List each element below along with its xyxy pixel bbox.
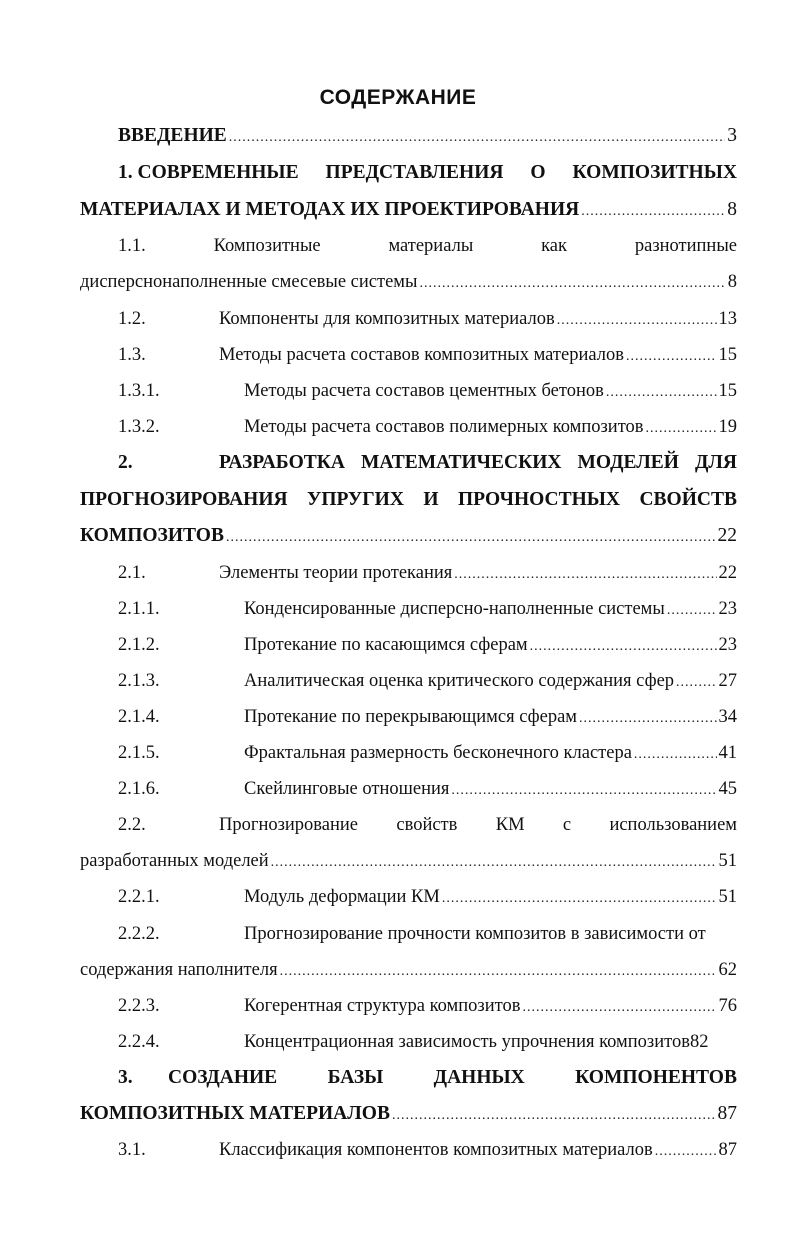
leader-dots [451, 777, 716, 803]
leader-dots [271, 849, 717, 875]
section-number: 2.2. [118, 815, 146, 835]
toc-entry-text: Компоненты для композитных материалов [219, 309, 555, 329]
section-number: 3.1. [118, 1140, 146, 1160]
toc-chapter-3-line2[interactable] [80, 1102, 737, 1128]
word: КМ [495, 815, 525, 835]
toc-entry-text: содержания наполнителя [80, 960, 278, 980]
leader-dots [226, 524, 716, 550]
leader-dots [646, 415, 717, 441]
toc-page-number: 62 [718, 960, 737, 980]
toc-entry-text: Фрактальная размерность бесконечного кластера [244, 743, 632, 763]
leader-dots [530, 633, 717, 659]
toc-entry-text: Протекание по перекрывающимся сферам [244, 707, 578, 727]
toc-page-number: 22 [718, 563, 737, 583]
toc-page-number: 45 [718, 779, 737, 799]
leader-dots [557, 307, 717, 333]
word: МАТЕМАТИЧЕСКИХ [360, 452, 562, 473]
page-title: СОДЕРЖАНИЕ [319, 86, 477, 109]
toc-entry-text: Элементы теории протекания [219, 563, 453, 583]
word: БАЗЫ [327, 1067, 384, 1088]
toc-section-2-2-2-line2[interactable] [80, 958, 737, 984]
word: УПРУГИХ [307, 489, 404, 510]
toc-entry-text: Когерентная структура композитов [244, 996, 521, 1016]
toc-page-number: 27 [718, 671, 737, 691]
word: с [562, 815, 572, 835]
leader-dots [392, 1102, 716, 1128]
toc-page-number: 8 [727, 199, 737, 220]
toc-page-number: 3 [727, 125, 737, 146]
leader-dots [229, 124, 725, 150]
toc-chapter-1-line2[interactable] [80, 198, 737, 224]
toc-entry-text: МАТЕРИАЛАХ И МЕТОДАХ ИХ ПРОЕКТИРОВАНИЯ [80, 199, 580, 220]
section-number: 1.3.2. [118, 417, 160, 437]
section-number: 2.1.5. [118, 743, 160, 763]
section-number: 1.3. [118, 345, 146, 365]
section-number: 1.3.1. [118, 381, 160, 401]
word: И [423, 489, 439, 510]
word: разнотипные [634, 236, 737, 256]
toc-entry-text: Методы расчета составов композитных материалов [219, 345, 624, 365]
toc-entry-text: Конденсированные дисперсно-наполненные системы [244, 599, 665, 619]
section-number: 2.1.3. [118, 671, 160, 691]
leader-dots [606, 379, 717, 405]
section-number: 2. [118, 452, 133, 473]
section-number: 1.2. [118, 309, 146, 329]
toc-entry-text: Методы расчета составов цементных бетонов [244, 381, 604, 401]
toc-chapter-1-line1[interactable] [118, 161, 737, 185]
leader-dots [419, 270, 725, 296]
leader-dots [634, 741, 717, 767]
toc-entry-text: Методы расчета составов полимерных композитов [244, 417, 644, 437]
word: материалы [388, 236, 474, 256]
toc-entry-text: КОМПОЗИТНЫХ МАТЕРИАЛОВ [80, 1103, 390, 1124]
section-number: 2.1.2. [118, 635, 160, 655]
word: использованием [609, 815, 737, 835]
word: 1. СОВРЕМЕННЫЕ [118, 162, 299, 183]
toc-page-number: 15 [718, 345, 737, 365]
leader-dots [667, 597, 717, 623]
word: свойств [396, 815, 458, 835]
toc-page-number: 23 [718, 599, 737, 619]
section-number: 2.2.1. [118, 887, 160, 907]
section-number: 2.1. [118, 563, 146, 583]
toc-page-number: 8 [727, 272, 737, 292]
toc-entry-text: Концентрационная зависимость упрочнения композитов82 [244, 1032, 709, 1052]
toc-page-number: 87 [718, 1140, 737, 1160]
leader-dots [579, 705, 716, 731]
word: ПРЕДСТАВЛЕНИЯ [325, 162, 504, 183]
toc-entry-text: Протекание по касающимся сферам [244, 635, 528, 655]
section-number: 2.1.4. [118, 707, 160, 727]
section-number: 3. [118, 1067, 133, 1088]
toc-entry-text: Прогнозирование прочности композитов в зависимости от [244, 924, 706, 944]
word: О [530, 162, 546, 183]
word: Прогнозирование [219, 815, 359, 835]
word: РАЗРАБОТКА [219, 452, 345, 473]
toc-section-1-1-line2[interactable] [80, 270, 737, 296]
toc-page-number: 51 [718, 851, 737, 871]
toc-page-number: 22 [717, 525, 737, 546]
toc-entry-text: Модуль деформации КМ [244, 887, 440, 907]
toc-entry-text: разработанных моделей [80, 851, 269, 871]
word: как [541, 236, 568, 256]
leader-dots [581, 198, 725, 224]
leader-dots [655, 1138, 717, 1164]
toc-entry-text: ВВЕДЕНИЕ [118, 125, 227, 146]
toc-chapter-2-line2[interactable] [80, 488, 737, 512]
leader-dots [626, 343, 717, 369]
word: Композитные [213, 236, 321, 256]
section-number: 2.2.4. [118, 1032, 160, 1052]
leader-dots [676, 669, 716, 695]
word: ПРОЧНОСТНЫХ [457, 489, 621, 510]
section-number: 2.1.1. [118, 599, 160, 619]
toc-section-1-1-line1[interactable] [118, 234, 737, 258]
section-number: 1.1. [118, 236, 146, 256]
toc-section-2-2-line2[interactable] [80, 849, 737, 875]
leader-dots [442, 885, 717, 911]
toc-page-number: 87 [717, 1103, 737, 1124]
toc-page-number: 76 [718, 996, 737, 1016]
leader-dots [280, 958, 717, 984]
toc-entry-text: Скейлинговые отношения [244, 779, 450, 799]
toc-page-number: 13 [718, 309, 737, 329]
word: СОЗДАНИЕ [168, 1067, 278, 1088]
toc-entry-text: Классификация компонентов композитных материалов [219, 1140, 653, 1160]
word: СВОЙСТВ [639, 489, 737, 510]
word: КОМПОЗИТНЫХ [572, 162, 737, 183]
word: ДАННЫХ [433, 1067, 525, 1088]
toc-page-number: 23 [718, 635, 737, 655]
toc-entry-text: КОМПОЗИТОВ [80, 525, 224, 546]
toc-entry-intro[interactable] [118, 124, 737, 150]
toc-entry-text: дисперснонаполненные смесевые системы [80, 272, 418, 292]
word: МОДЕЛЕЙ [577, 452, 679, 473]
section-number: 2.2.3. [118, 996, 160, 1016]
leader-dots [454, 561, 716, 587]
leader-dots [522, 994, 716, 1020]
toc-chapter-2-line3[interactable] [80, 524, 737, 550]
toc-page-number: 51 [718, 887, 737, 907]
word: ПРОГНОЗИРОВАНИЯ [80, 489, 288, 510]
word: КОМПОНЕНТОВ [575, 1067, 737, 1088]
toc-page-number: 34 [718, 707, 737, 727]
toc-page-number: 19 [718, 417, 737, 437]
toc-page-number: 41 [718, 743, 737, 763]
toc-entry-text: Аналитическая оценка критического содержания сфер [244, 671, 675, 691]
section-number: 2.1.6. [118, 779, 160, 799]
toc-page-number: 15 [718, 381, 737, 401]
word: ДЛЯ [694, 452, 737, 473]
section-number: 2.2.2. [118, 924, 160, 944]
